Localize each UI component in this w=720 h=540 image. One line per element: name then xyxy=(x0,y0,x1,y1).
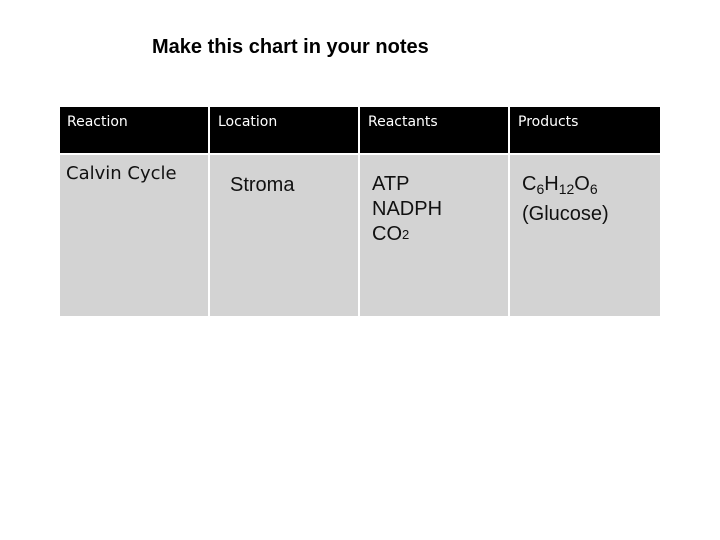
reactants-list xyxy=(360,155,508,247)
reactant-atp: ATP xyxy=(372,173,410,195)
reactant-nadph: NADPH xyxy=(372,198,443,220)
formula-h-subscript: 12 xyxy=(558,181,575,197)
location-value: Stroma xyxy=(230,174,295,196)
header-products: Products xyxy=(510,107,660,155)
formula-o: O xyxy=(574,173,590,195)
glucose-name: (Glucose) xyxy=(522,203,609,225)
glucose-formula xyxy=(522,172,660,202)
reaction-value: Calvin Cycle xyxy=(66,163,177,184)
cell-products xyxy=(510,155,660,318)
cell-reaction xyxy=(60,155,210,318)
header-location: Location xyxy=(210,107,360,155)
formula-c: C xyxy=(522,173,537,195)
products-list xyxy=(510,155,660,227)
cell-location xyxy=(210,155,360,318)
header-reaction: Reaction xyxy=(60,107,210,155)
formula-h: H xyxy=(544,173,559,195)
formula-c-subscript: 6 xyxy=(536,181,545,197)
cell-reactants xyxy=(360,155,510,318)
co2-subscript: 2 xyxy=(402,227,410,242)
slide-title: Make this chart in your notes xyxy=(152,36,429,58)
co2-base: CO xyxy=(372,223,402,245)
header-reactants: Reactants xyxy=(360,107,510,155)
notes-chart-table xyxy=(60,107,660,318)
reactant-co2 xyxy=(372,222,508,247)
formula-o-subscript: 6 xyxy=(589,181,598,197)
